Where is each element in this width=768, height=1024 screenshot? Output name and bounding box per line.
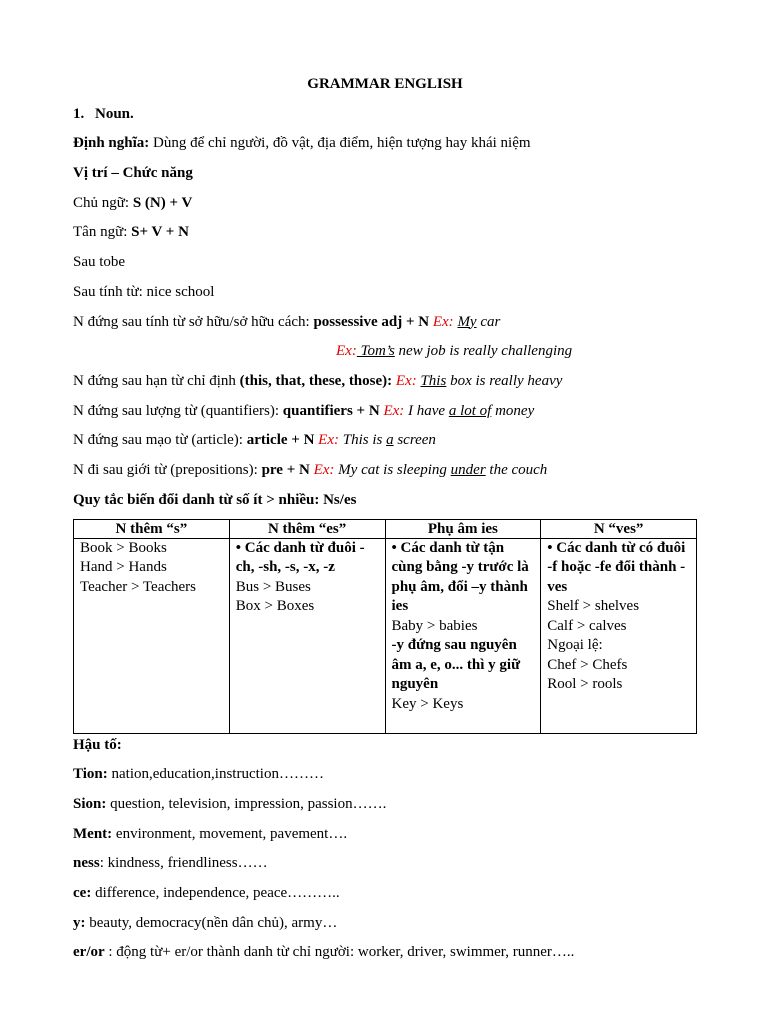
quantifier-formula: quantifiers + N (282, 402, 380, 419)
example-entry: Book > Books (80, 539, 167, 556)
plural-rule-heading: Quy tắc biến đổi danh từ số ít > nhiều: Ns/es (73, 491, 357, 508)
determiner-text: N đứng sau hạn từ chỉ định (73, 372, 240, 389)
rule-text: • Các danh từ đuôi -ch, -sh, -s, -x, -z (235, 539, 365, 576)
preposition-text: N đi sau giới từ (prepositions): (73, 461, 262, 478)
example-entry: Teacher > Teachers (80, 578, 197, 595)
example-underlined-word: a lot of (448, 402, 492, 419)
section-heading (73, 105, 697, 124)
article-line (73, 431, 697, 450)
definition-label: Định nghĩa: (73, 135, 150, 152)
object-formula: S+ V + N (131, 224, 189, 241)
suffix-examples: question, television, impression, passion……. (106, 796, 387, 812)
example-entry: Chef > Chefs (547, 656, 628, 673)
table-header-add-es: N thêm “es” (229, 519, 385, 538)
table-cell-add-s (74, 538, 230, 733)
table-cell-add-es (229, 538, 385, 733)
subject-formula: S (N) + V (132, 194, 193, 211)
suffix-examples: nation,education,instruction……… (107, 766, 324, 783)
table-header-ves: N “ves” (541, 519, 697, 538)
suffix-label: y: (73, 914, 86, 931)
suffix-label: Sion: (73, 796, 107, 812)
example-entry: Key > Keys (391, 695, 464, 712)
example-label: Ex: (314, 432, 339, 449)
example-text: screen (393, 432, 436, 449)
definition-text: Dùng để chỉ người, đồ vật, địa điểm, hiện tượng hay khái niệm (149, 135, 531, 152)
example-text: box is really heavy (446, 372, 563, 389)
table-cell-ves (541, 538, 697, 733)
suffix-examples: difference, independence, peace……….. (91, 885, 340, 902)
section-name: Noun. (95, 105, 134, 122)
example-text: new job is really challenging (394, 343, 573, 360)
example-underlined-word: My (457, 313, 477, 330)
example-entry: Baby > babies (391, 617, 478, 634)
rule-text: • Các danh từ có đuôi -f hoặc -fe đổi thành -ves (547, 539, 686, 595)
definition-line (73, 134, 697, 153)
example-text: the couch (485, 461, 548, 478)
preposition-line (73, 461, 697, 480)
rule-text: • Các danh từ tận cùng bằng -y trước là phụ âm, đổi –y thành ies (391, 539, 529, 615)
article-formula: article + N (246, 432, 315, 449)
example-entry: Box > Boxes (235, 598, 315, 615)
after-adjective-line: Sau tính từ: nice school (73, 283, 215, 300)
suffix-line-er-or (73, 943, 697, 962)
suffix-examples: : động từ+ er/or thành danh từ chỉ người: worker, driver, swimmer, runner….. (104, 944, 575, 961)
example-label: Ex: (392, 372, 421, 389)
object-line (73, 223, 697, 242)
example-entry: Shelf > shelves (547, 598, 640, 615)
position-heading: Vị trí – Chức năng (73, 165, 193, 182)
example-underlined-word: a (386, 432, 394, 449)
quantifier-text: N đứng sau lượng từ (quantifiers): (73, 402, 283, 419)
example-entry: Hand > Hands (80, 559, 167, 576)
example-underlined-word: under (450, 461, 486, 478)
object-label: Tân ngữ: (73, 224, 132, 241)
quantifier-line (73, 402, 697, 421)
example-underlined-word: This (420, 372, 447, 389)
example-text-pre: My cat is sleeping (334, 461, 451, 478)
example-entry: Calf > calves (547, 617, 627, 634)
suffix-line-sion (73, 795, 697, 814)
plural-rules-table (73, 519, 697, 734)
determiner-line (73, 372, 697, 391)
suffix-line-ment (73, 825, 697, 844)
example-text: car (476, 313, 501, 330)
suffix-examples: : kindness, friendliness…… (99, 855, 268, 872)
subject-line (73, 194, 697, 213)
possessive-line (73, 313, 697, 332)
example-entry: Rool > rools (547, 676, 623, 693)
section-number: 1. (73, 105, 85, 122)
table-cell-ies (385, 538, 541, 733)
possessive-formula: possessive adj + N (313, 313, 430, 330)
suffix-examples: beauty, democracy(nền dân chủ), army… (85, 914, 338, 931)
suffix-label: Ment: (73, 825, 113, 842)
article-text: N đứng sau mạo từ (article): (73, 432, 247, 449)
suffix-line-ness (73, 854, 697, 873)
example-underlined-word: Tom’s (356, 343, 395, 360)
table-header-ies: Phụ âm ies (385, 519, 541, 538)
exception-label: Ngoại lệ: (547, 637, 603, 654)
suffix-label: ce: (73, 885, 92, 902)
possessive-example-2-line (73, 342, 697, 361)
example-entry: Bus > Buses (235, 578, 311, 595)
suffix-examples: environment, movement, pavement…. (112, 825, 348, 842)
suffix-line-ce (73, 884, 697, 903)
document-page (73, 75, 697, 962)
suffix-label: er/or (73, 944, 105, 961)
rule-text-2: -y đứng sau nguyên âm a, e, o... thì y giữ nguyên (391, 637, 521, 693)
example-text-pre: This is (338, 432, 387, 449)
possessive-text: N đứng sau tính từ sở hữu/sở hữu cách: (73, 313, 314, 330)
table-header-add-s: N thêm “s” (74, 519, 230, 538)
subject-label: Chủ ngữ: (73, 194, 133, 211)
example-label: Ex: (336, 343, 357, 360)
example-label: Ex: (379, 402, 405, 419)
example-text-pre: I have (404, 402, 449, 419)
determiner-formula: (this, that, these, those): (239, 372, 393, 389)
suffix-heading: Hậu tố: (73, 736, 122, 753)
document-title: GRAMMAR ENGLISH (307, 76, 463, 92)
after-tobe-line: Sau tobe (73, 254, 126, 271)
preposition-formula: pre + N (261, 461, 310, 478)
example-label: Ex: (309, 461, 335, 478)
suffix-line-tion (73, 765, 697, 784)
table-row (74, 538, 697, 733)
suffix-line-y (73, 914, 697, 933)
example-text: money (491, 402, 535, 419)
suffix-label: ness (73, 855, 100, 872)
suffix-label: Tion: (73, 766, 108, 783)
example-label: Ex: (429, 313, 458, 330)
